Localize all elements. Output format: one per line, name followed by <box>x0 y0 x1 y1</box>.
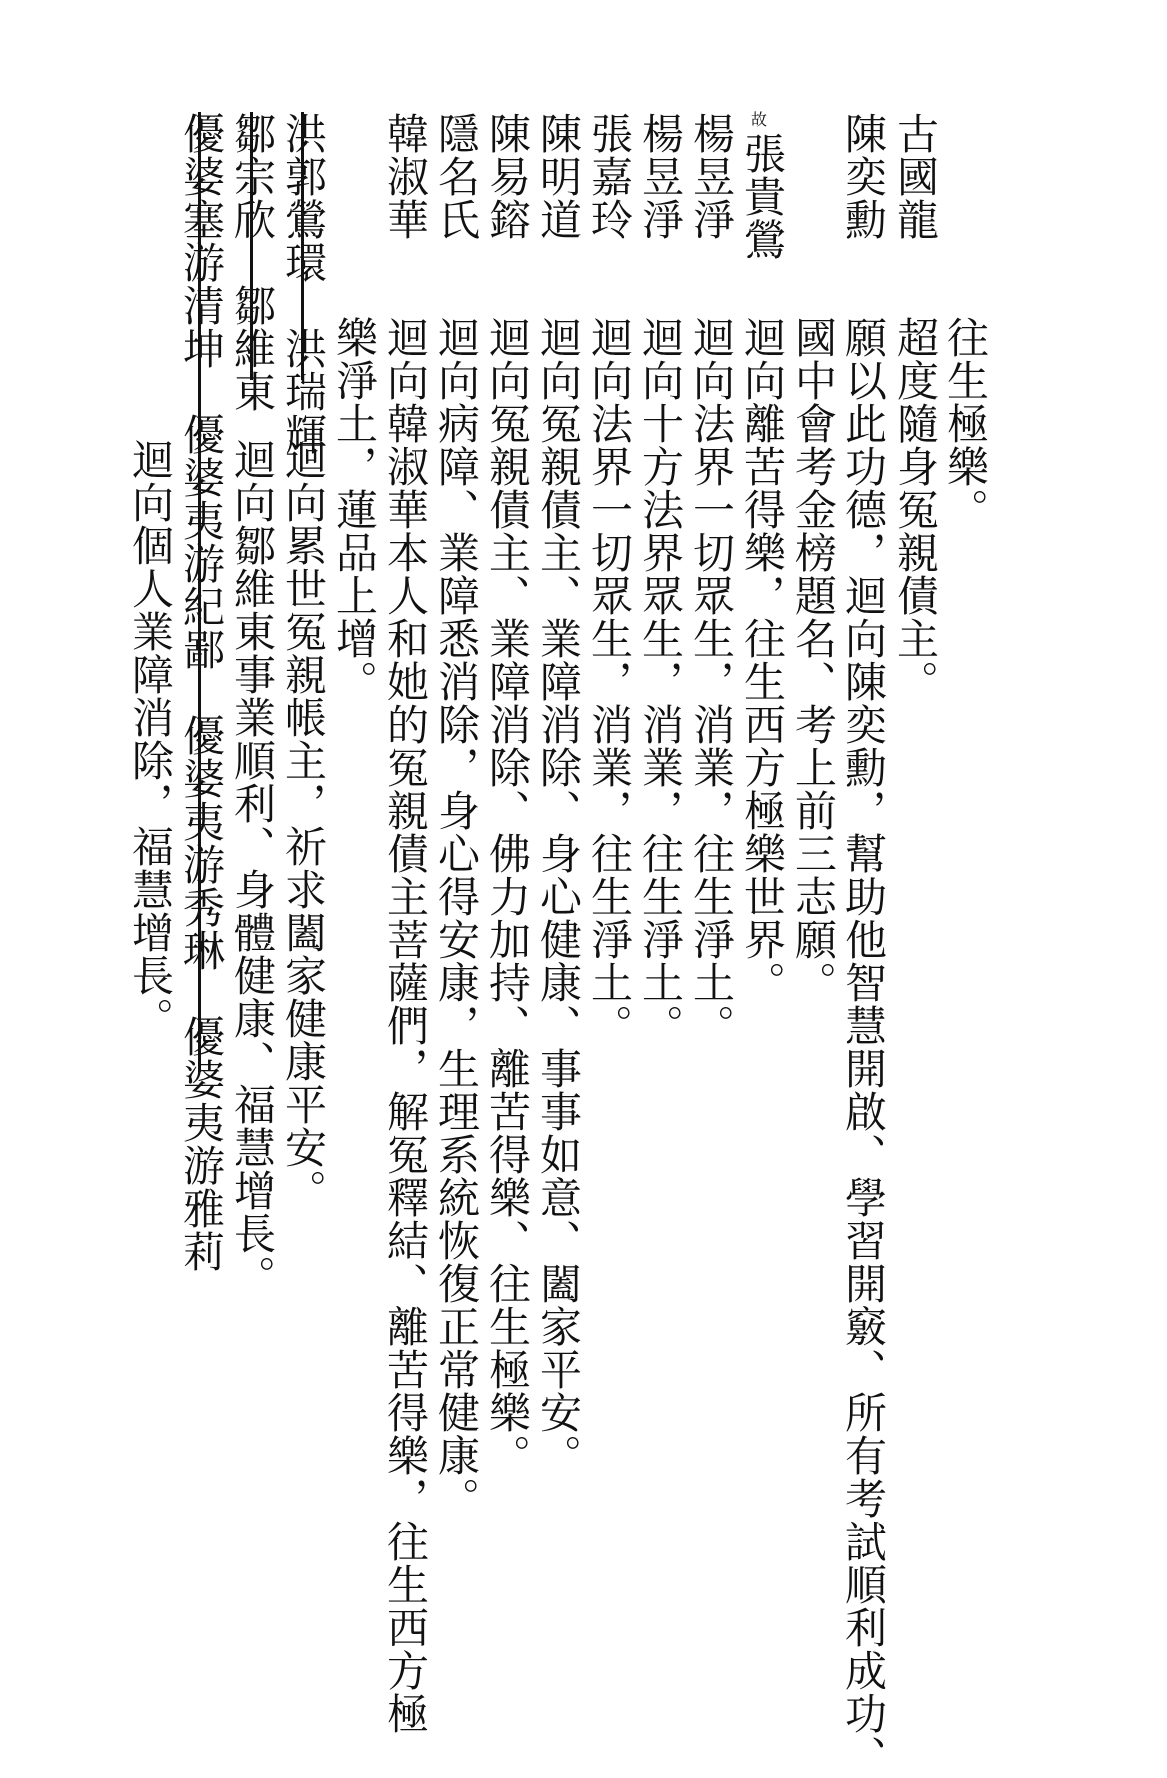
deceased-mark: 故 <box>750 110 767 129</box>
donor-name: 陳奕勳 <box>839 112 888 241</box>
donor-name: 張嘉玲 <box>585 112 634 241</box>
dedication-text: 迴向冤親債主、業障消除、佛力加持、離苦得樂、往生極樂。 <box>483 316 532 1477</box>
dedication-text: 迴向韓淑華本人和她的冤親債主菩薩們，解冤釋結、離苦得樂，往生西方極 <box>381 316 430 1735</box>
donor-name: 古國龍 <box>891 112 940 241</box>
dedication-text: 迴向個人業障消除，福慧增長。 <box>126 438 175 1040</box>
donor-name: 洪郭鶯環 洪瑞輝 <box>279 112 328 456</box>
dedication-text: 迴向十方法界眾生，消業，往生淨土。 <box>636 316 685 1047</box>
donor-name: 陳易鎔 <box>483 112 532 241</box>
dedication-text: 迴向鄒維東事業順利、身體健康、福慧增長。 <box>228 438 277 1298</box>
donor-name: 優婆塞游清坤 優婆夷游紀鄙 優婆夷游秀琳 優婆夷游雅莉 <box>177 112 226 1273</box>
dedication-text: 國中會考金榜題名、考上前三志願。 <box>789 316 838 1004</box>
donor-name: 韓淑華 <box>381 112 430 241</box>
donor-name: 鄒宗欣 鄒維東 <box>228 112 277 413</box>
dedication-text: 迴向冤親債主、業障消除、身心健康、事事如意、闔家平安。 <box>534 316 583 1477</box>
dedication-text: 超度隨身冤親債主。 <box>891 316 940 703</box>
dedication-text: 迴向法界一切眾生，消業，往生淨土。 <box>585 316 634 1047</box>
donor-name: 楊昱淨 <box>687 112 736 241</box>
donor-name: 隱名氏 <box>432 112 481 241</box>
dedication-text: 往生極樂。 <box>941 316 990 531</box>
donor-name: 陳明道 <box>534 112 583 241</box>
dedication-text: 迴向累世冤親帳主，祈求闔家健康平安。 <box>279 438 328 1212</box>
dedication-text: 迴向離苦得樂，往生西方極樂世界。 <box>738 316 787 1004</box>
donor-name: 張貴鶯 <box>738 132 787 261</box>
dedication-text: 迴向法界一切眾生，消業，往生淨土。 <box>687 316 736 1047</box>
donor-name: 楊昱淨 <box>636 112 685 241</box>
dedication-text: 樂淨土，蓮品上增。 <box>330 316 379 703</box>
dedication-text: 迴向病障、業障悉消除，身心得安康，生理系統恢復正常健康。 <box>432 316 481 1520</box>
dedication-text: 願以此功德，迴向陳奕勳，幫助他智慧開啟、學習開竅、所有考試順利成功、 <box>839 316 888 1778</box>
